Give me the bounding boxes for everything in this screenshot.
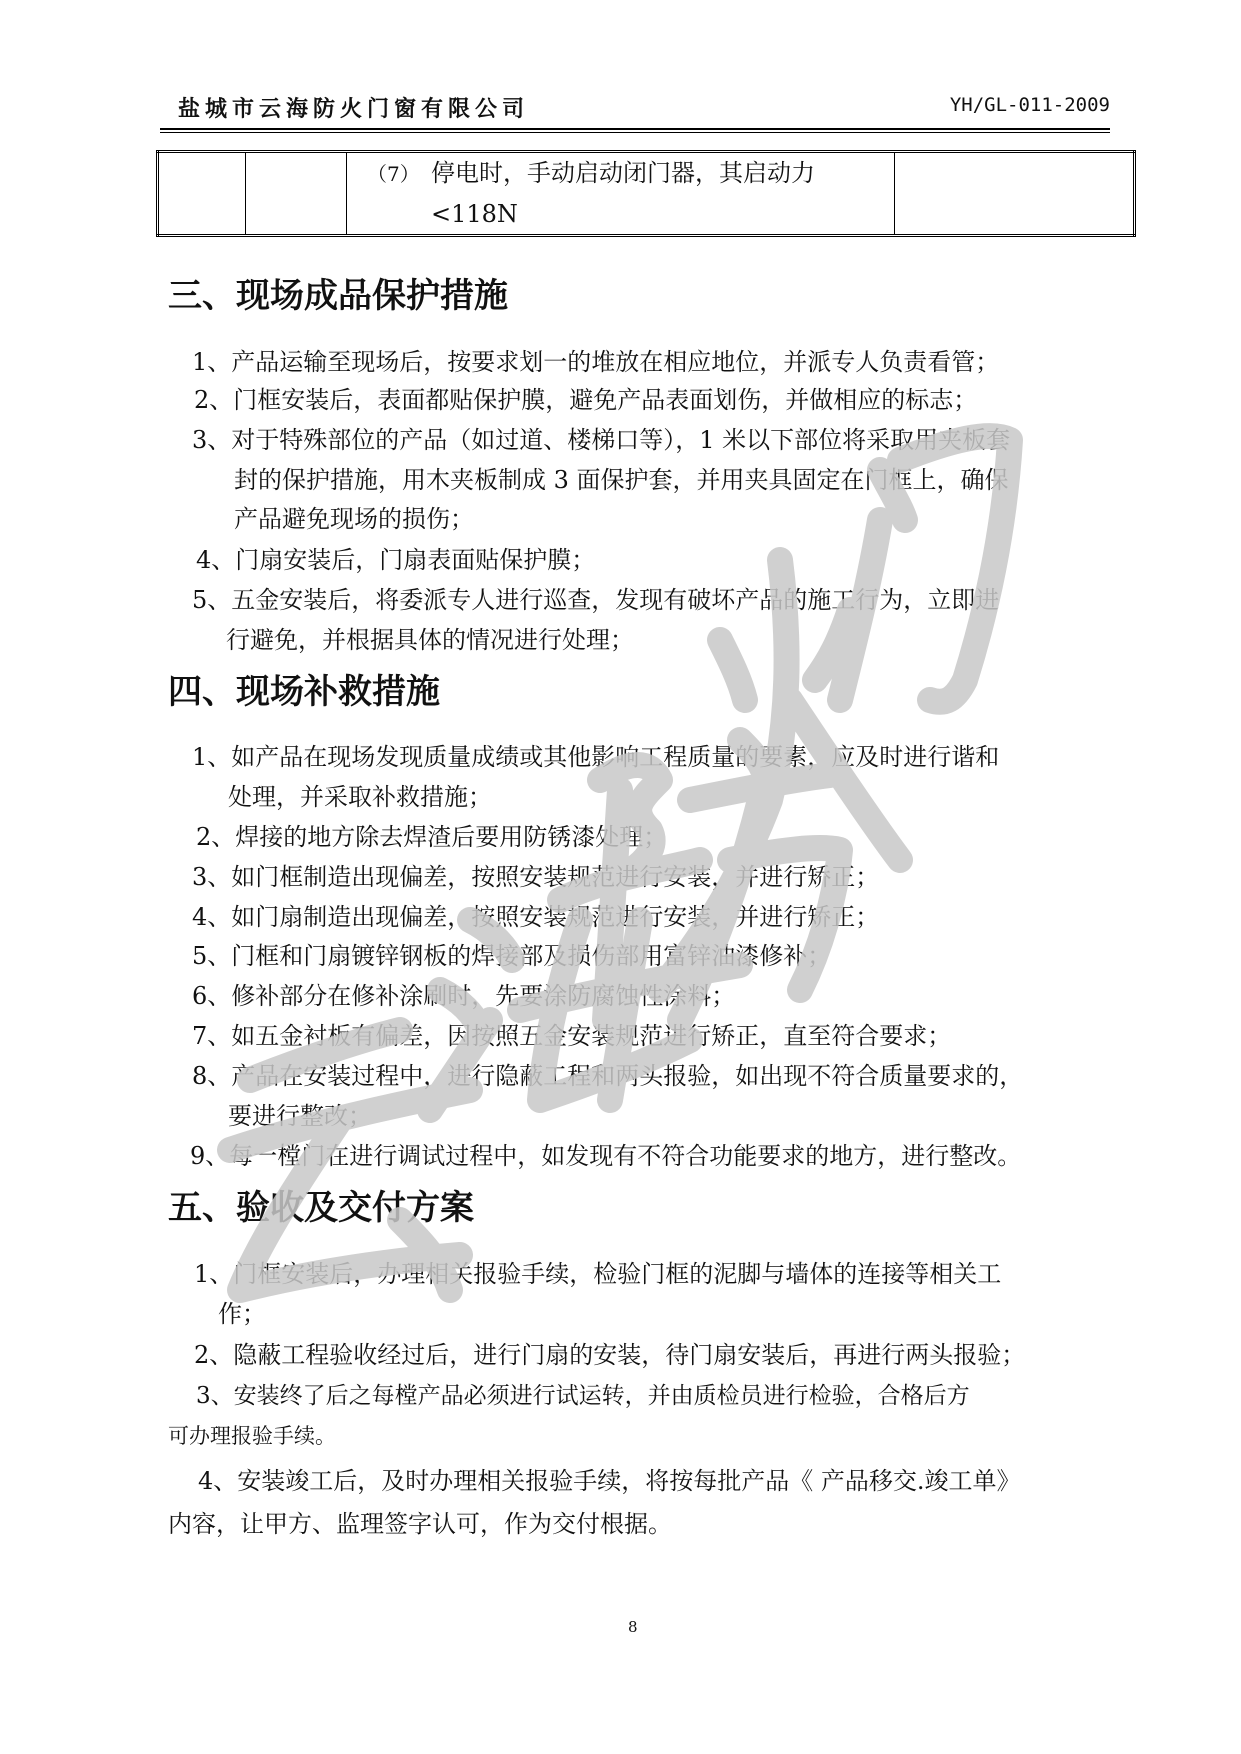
list-item: 9、每一樘门在进行调试过程中，如发现有不符合功能要求的地方，进行整改。	[190, 1142, 1022, 1170]
table-cell-requirement	[347, 152, 895, 236]
list-item-continuation: 行避免，并根据具体的情况进行处理；	[226, 626, 634, 654]
table-cell-empty-4	[895, 152, 1135, 236]
list-item: 1、门框安装后，办理相关报验手续，检验门框的泥脚与墙体的连接等相关工	[194, 1260, 1002, 1288]
list-item: 7、如五金衬板有偏差，因按照五金安装规范进行矫正，直至符合要求；	[192, 1022, 952, 1050]
list-item-continuation: 要进行整改；	[228, 1102, 372, 1130]
list-item-continuation: 作；	[218, 1300, 266, 1328]
section-title-acceptance: 五、验收及交付方案	[168, 1188, 474, 1228]
list-item: 1、如产品在现场发现质量成绩或其他影响工程质量的要素，应及时进行谐和	[192, 743, 1000, 771]
table-cell-empty-1	[158, 152, 246, 236]
spec-table	[156, 150, 1136, 237]
header-rule-thin	[160, 132, 1110, 133]
table-row	[158, 152, 1135, 236]
section-title-protection: 三、现场成品保护措施	[168, 276, 508, 316]
list-item: 4、门扇安装后，门扇表面贴保护膜；	[196, 546, 596, 574]
header-rule	[160, 128, 1110, 130]
requirement-line-2: <118N	[431, 200, 518, 228]
table-cell-empty-2	[246, 152, 347, 236]
list-item: 2、门框安装后，表面都贴保护膜，避免产品表面划伤，并做相应的标志；	[194, 386, 978, 414]
list-item-continuation: 产品避免现场的损伤；	[234, 505, 474, 533]
company-name: 盐城市云海防火门窗有限公司	[178, 97, 530, 122]
item-number: （7）	[367, 162, 420, 186]
list-item: 3、对于特殊部位的产品（如过道、楼梯口等），1 米以下部位将采取用夹板套	[192, 426, 1011, 454]
document-code: YH/GL-011-2009	[949, 94, 1110, 116]
list-item: 3、安装终了后之每樘产品必须进行试运转，并由质检员进行检验，合格后方	[196, 1383, 970, 1409]
list-item-continuation: 可办理报验手续。	[168, 1424, 336, 1448]
list-item-continuation: 内容，让甲方、监理签字认可，作为交付根据。	[168, 1510, 672, 1538]
section-title-remedy: 四、现场补救措施	[168, 672, 440, 712]
list-item: 4、安装竣工后，及时办理相关报验手续，将按每批产品《 产品移交.竣工单》	[198, 1467, 1021, 1495]
list-item: 5、门框和门扇镀锌钢板的焊接部及损伤部用富锌油漆修补；	[192, 942, 832, 970]
page-header	[160, 92, 1110, 126]
requirement-line-1: 停电时，手动启动闭门器，其启动力	[431, 159, 815, 187]
list-item: 6、修补部分在修补涂刷时，先要涂防腐蚀性涂料；	[192, 982, 736, 1010]
list-item: 2、焊接的地方除去焊渣后要用防锈漆处理；	[196, 823, 668, 851]
list-item-continuation: 封的保护措施，用木夹板制成 3 面保护套，并用夹具固定在门框上，确保	[234, 466, 1009, 494]
list-item: 1、产品运输至现场后，按要求划一的堆放在相应地位，并派专人负责看管；	[192, 348, 1000, 376]
list-item-continuation: 处理，并采取补救措施；	[228, 783, 492, 811]
list-item: 8、产品在安装过程中，进行隐蔽工程和两头报验，如出现不符合质量要求的，	[192, 1062, 1024, 1090]
list-item: 2、隐蔽工程验收经过后，进行门扇的安装，待门扇安装后，再进行两头报验；	[194, 1341, 1026, 1369]
list-item: 4、如门扇制造出现偏差，按照安装规范进行安装，并进行矫正；	[192, 903, 880, 931]
list-item: 3、如门框制造出现偏差，按照安装规范进行安装，并进行矫正；	[192, 863, 880, 891]
page-number: 8	[628, 1618, 638, 1636]
list-item: 5、五金安装后，将委派专人进行巡查，发现有破坏产品的施工行为，立即进	[192, 586, 1000, 614]
